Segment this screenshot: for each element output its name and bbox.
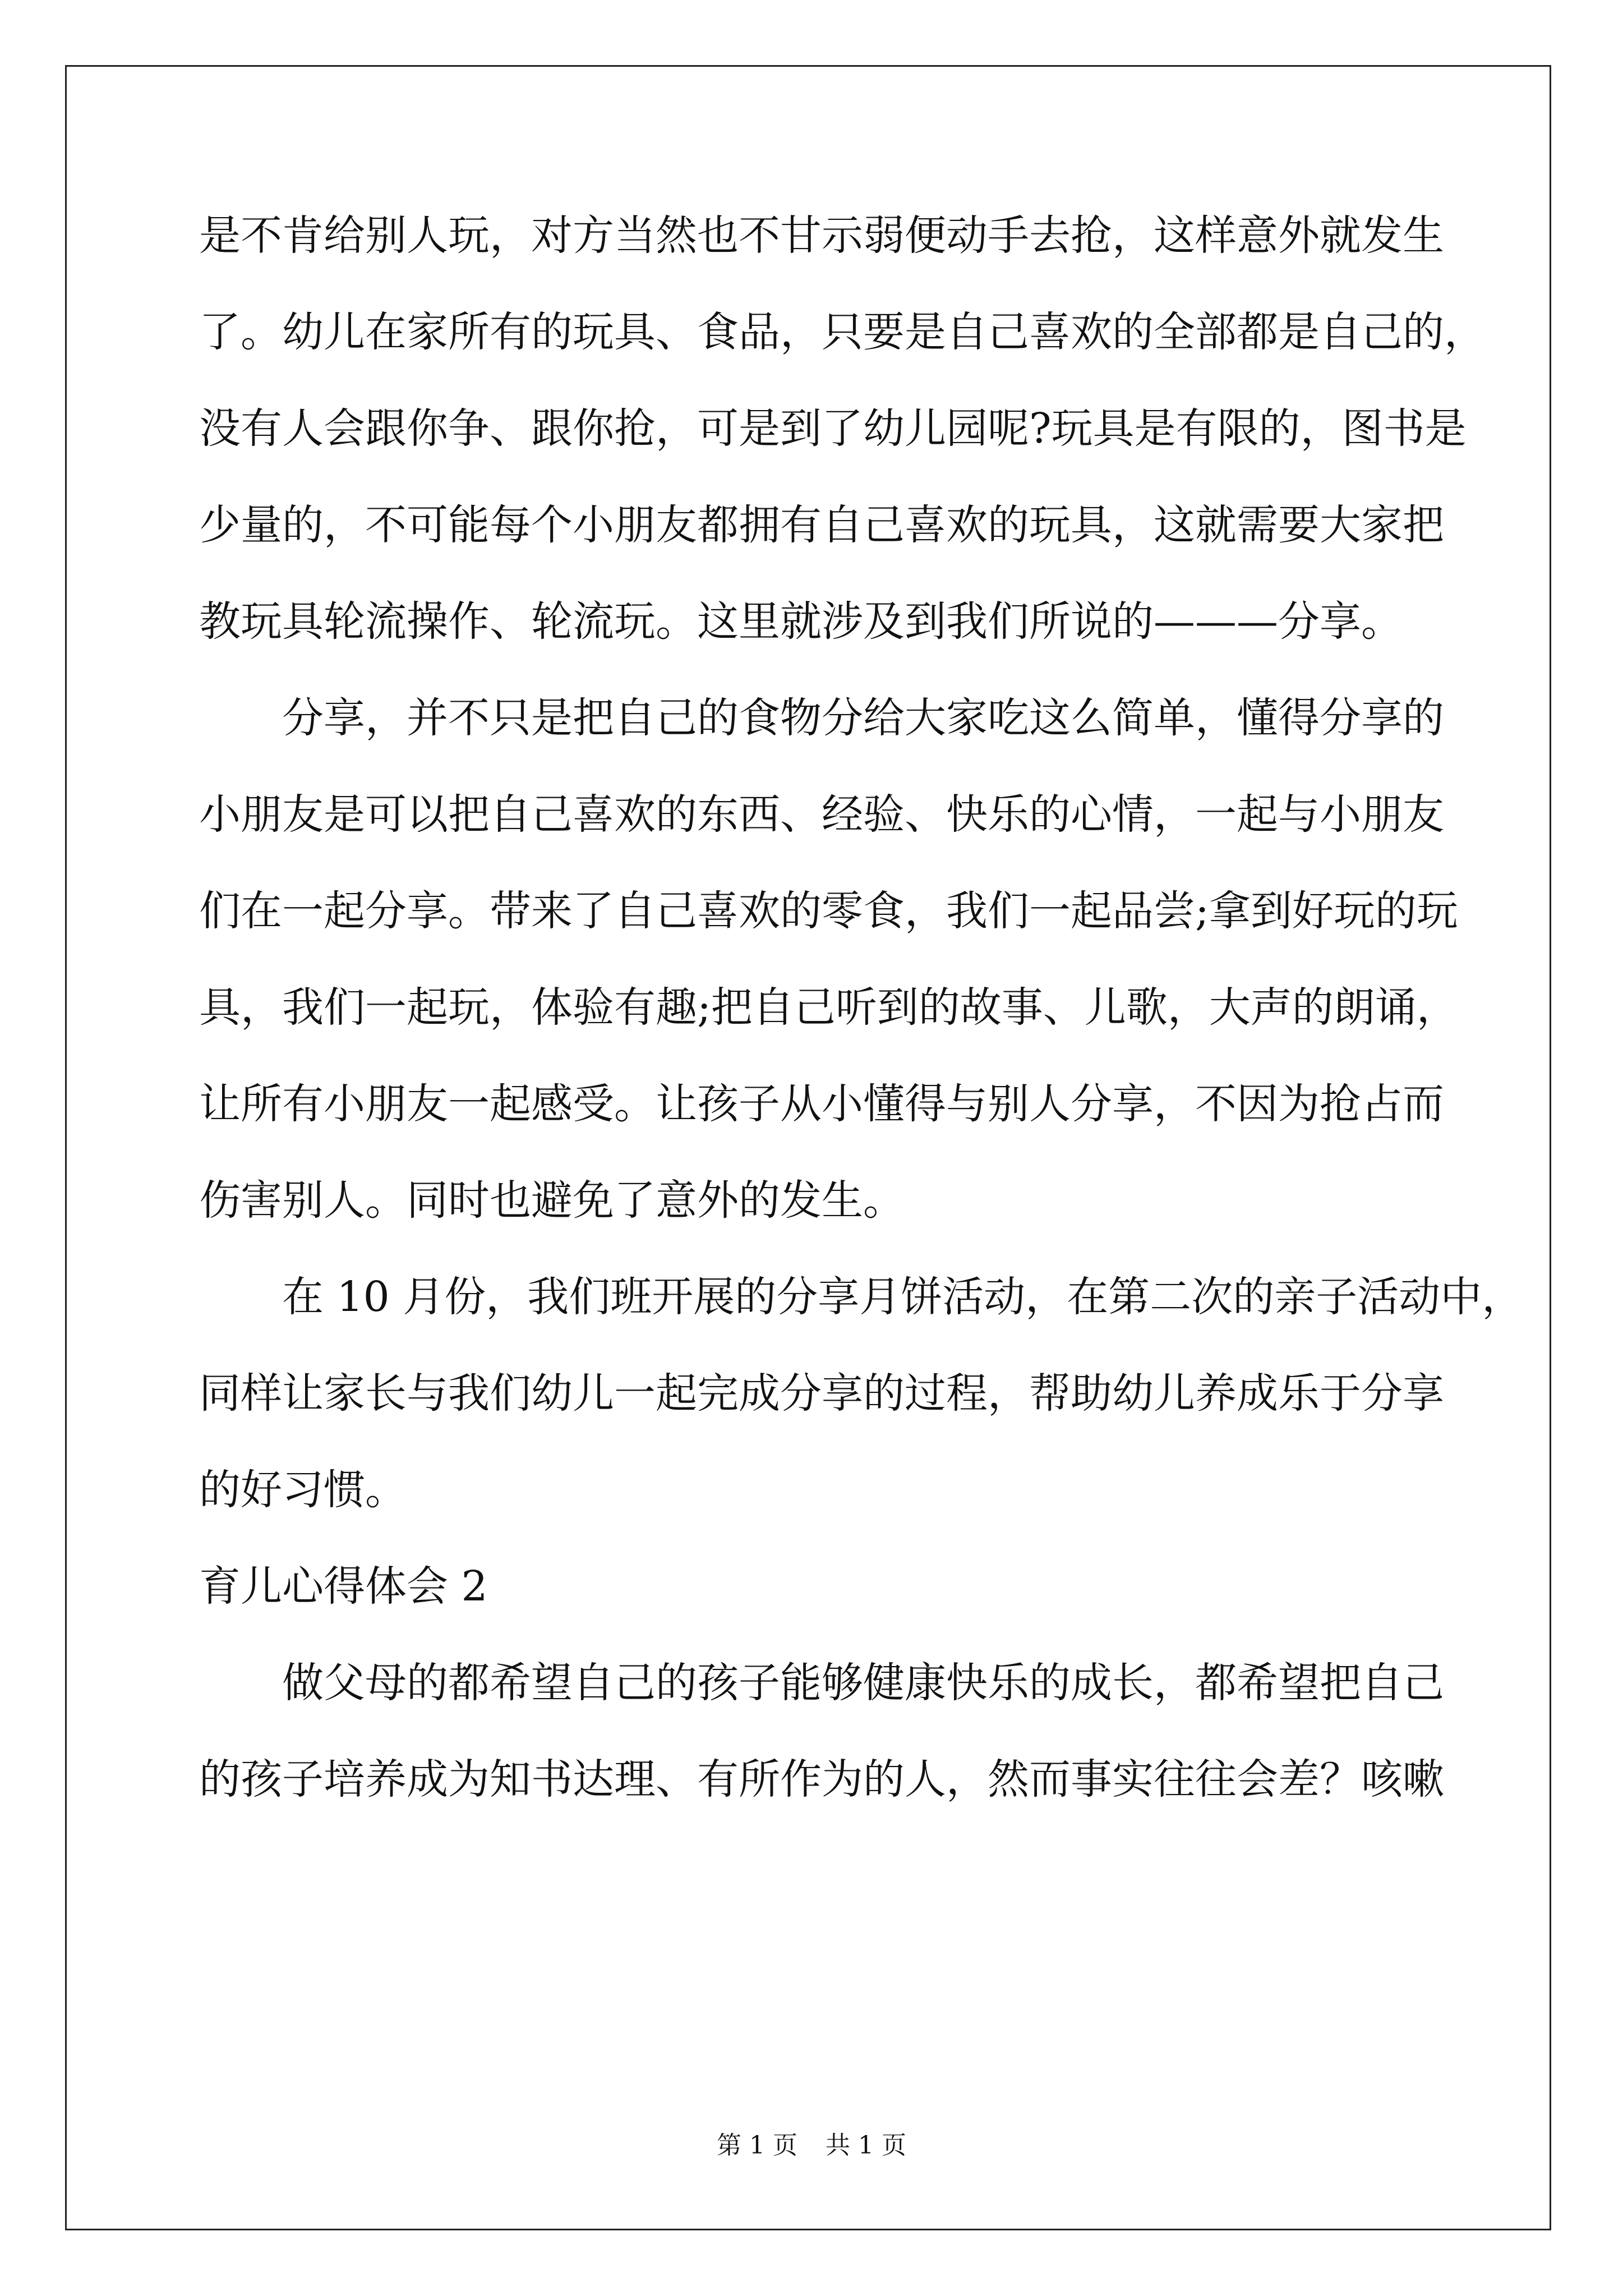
paragraph-first-line: 做父母的都希望自己的孩子能够健康快乐的成长，都希望把自己 (282, 1659, 1444, 1707)
text-line: 伤害别人。同时也避免了意外的发生。 (199, 1176, 905, 1225)
paragraph-first-line: 分享，并不只是把自己的食物分给大家吃这么简单，懂得分享的 (282, 694, 1444, 742)
text-line: 教玩具轮流操作、轮流玩。这里就涉及到我们所说的———分享。 (199, 597, 1403, 646)
section-heading: 育儿心得体会 2 (199, 1562, 488, 1611)
text-line: 具，我们一起玩，体验有趣;把自己听到的故事、儿歌，大声的朗诵， (199, 983, 1458, 1032)
text-line: 少量的，不可能每个小朋友都拥有自己喜欢的玩具，这就需要大家把 (199, 501, 1444, 549)
text-line: 让所有小朋友一起感受。让孩子从小懂得与别人分享，不因为抢占而 (199, 1080, 1444, 1128)
text-line: 的孩子培养成为知书达理、有所作为的人，然而事实往往会差？咳嗽 (199, 1755, 1444, 1803)
page-number: 第 1 页 (717, 2131, 797, 2160)
paragraph-first-line: 在 10 月份，我们班开展的分享月饼活动，在第二次的亲子活动中， (282, 1273, 1524, 1321)
text-line: 了。幼儿在家所有的玩具、食品，只要是自己喜欢的全部都是自己的， (199, 308, 1486, 356)
text-line: 没有人会跟你争、跟你抢，可是到了幼儿园呢?玩具是有限的，图书是 (199, 404, 1467, 453)
text-line: 的好习惯。 (199, 1466, 407, 1514)
text-line: 是不肯给别人玩，对方当然也不甘示弱便动手去抢，这样意外就发生 (199, 211, 1444, 260)
text-line: 们在一起分享。带来了自己喜欢的零食，我们一起品尝;拿到好玩的玩 (199, 887, 1458, 935)
page-total: 共 1 页 (826, 2131, 906, 2160)
text-line: 小朋友是可以把自己喜欢的东西、经验、快乐的心情，一起与小朋友 (199, 790, 1444, 839)
page-border (65, 65, 1551, 2230)
page-footer (0, 2129, 1623, 2162)
text-line: 同样让家长与我们幼儿一起完成分享的过程，帮助幼儿养成乐于分享 (199, 1369, 1444, 1418)
